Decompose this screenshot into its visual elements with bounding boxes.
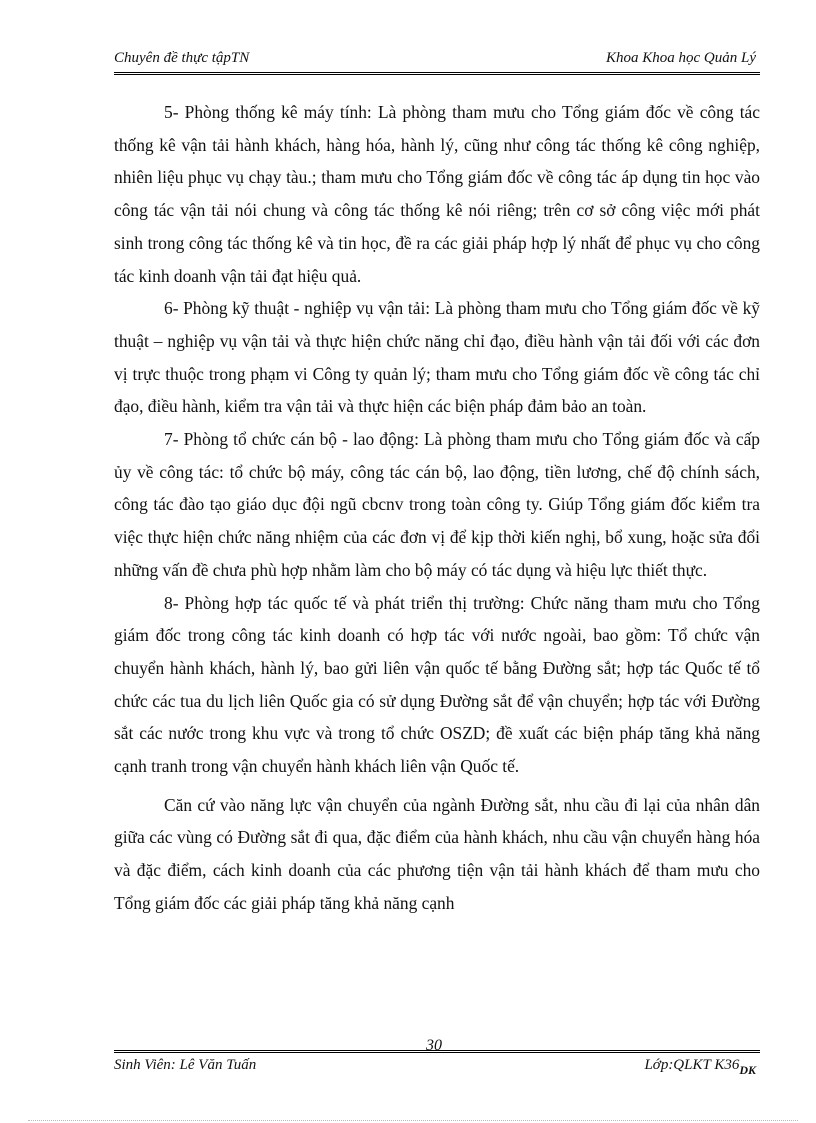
header-right-title: Khoa Khoa học Quản Lý [606, 50, 756, 66]
paragraph-conclusion: Căn cứ vào năng lực vận chuyển của ngành Đường sắt, nhu cầu đi lại của nhân dân giữa các vùng có Đường sắt đi qua, đặc điểm của hành khách, nhu cầu vận chuyển hàng hóa và đặc điểm, cách kinh doanh của các phương tiện vận tải hành khách để tham mưu cho Tổng giám đốc các giải pháp tăng khả năng cạnh [114, 794, 760, 913]
page-number: 30 [426, 1037, 442, 1054]
footer-class-label: Lớp:QLKT K36 [644, 1057, 740, 1073]
paragraph-technical-office: 6- Phòng kỹ thuật - nghiệp vụ vận tải: Là phòng tham mưu cho Tổng giám đốc về kỹ thuật – nghiệp vụ vận tải và thực hiện chức năng chỉ đạo, điều hành vận tải đối với các đơn vị trực thuộc trong phạm vi Công ty quản lý; tham mưu cho Tổng giám đốc về công tác chỉ đạo, điều hành, kiểm tra vận tải và thực hiện các biện pháp đảm bảo an toàn. [114, 298, 760, 417]
paragraph-statistics-office: 5- Phòng thống kê máy tính: Là phòng tham mưu cho Tổng giám đốc về công tác thống kê vận tải hành khách, hàng hóa, hành lý, cũng như công tác thống kê công nghiệp, nhiên liệu phục vụ chạy tàu.; tham mưu cho Tổng giám đốc về công tác áp dụng tin học vào công tác vận tải nói chung và công tác thống kê nói riêng; trên cơ sở công việc mới phát sinh trong công tác thống kê và tin học, đề ra các giải pháp hợp lý nhất để phục vụ cho công tác kinh doanh vận tải đạt hiệu quả. [114, 102, 760, 286]
page-footer [114, 1037, 760, 1083]
bottom-dotted-rule [28, 1120, 798, 1121]
paragraph-international-office: 8- Phòng hợp tác quốc tế và phát triển thị trường: Chức năng tham mưu cho Tổng giám đốc trong công tác kinh doanh có hợp tác với nước ngoài, bao gồm: Tổ chức vận chuyển hành khách, hành lý, bao gửi liên vận quốc tế bằng Đường sắt; hợp tác Quốc tế tổ chức các tua du lịch liên Quốc gia có sử dụng Đường sắt để vận chuyển; hợp tác với Đường sắt các nước trong khu vực và trong tổ chức OSZD; đề xuất các biện pháp tăng khả năng cạnh tranh trong vận chuyển hành khách liên vận Quốc tế. [114, 592, 760, 777]
paragraph-personnel-office: 7- Phòng tổ chức cán bộ - lao động: Là phòng tham mưu cho Tổng giám đốc và cấp ủy về công tác: tổ chức bộ máy, công tác cán bộ, lao động, tiền lương, chế độ chính sách, công tác đào tạo giáo dục đội ngũ cbcnv trong toàn công ty. Giúp Tổng giám đốc kiểm tra việc thực hiện chức năng nhiệm của các đơn vị để kịp thời kiến nghị, bổ xung, hoặc sửa đổi những vấn đề chưa phù hợp nhằm làm cho bộ máy có tác dụng và hiệu lực thiết thực. [114, 429, 760, 580]
page-header [114, 46, 760, 75]
footer-class [644, 1057, 756, 1078]
document-body [114, 96, 760, 920]
footer-student-name: Sinh Viên: Lê Văn Tuấn [114, 1057, 257, 1073]
header-left-title: Chuyên đề thực tậpTN [114, 50, 250, 66]
footer-class-subscript: DK [739, 1063, 756, 1077]
